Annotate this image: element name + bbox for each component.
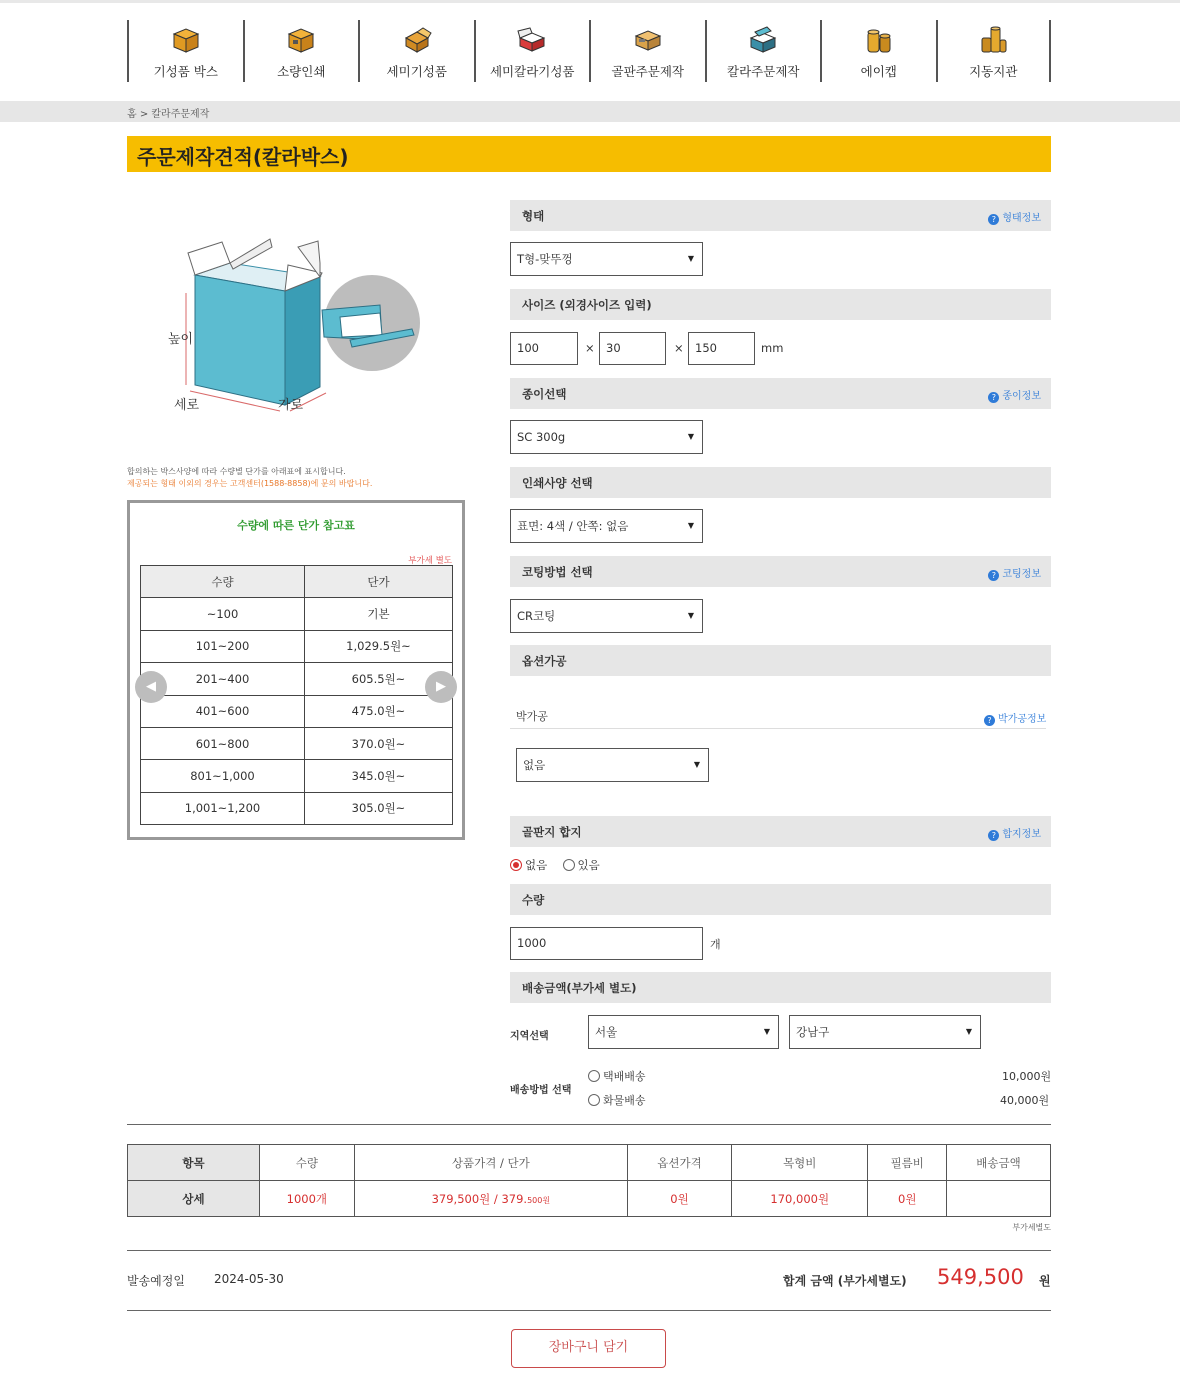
prev-arrow-button[interactable] — [135, 671, 167, 703]
table-row — [141, 792, 453, 824]
section-label: 옵션가공 — [522, 654, 567, 668]
page-title: 주문제작견적(칼라박스) — [137, 145, 349, 169]
freight-option[interactable] — [588, 1092, 646, 1108]
section-laminate — [510, 816, 1051, 847]
section-label: 인쇄사양 선택 — [522, 476, 593, 490]
table-header: 목형비 — [731, 1145, 868, 1181]
print-spec-select[interactable] — [510, 509, 703, 543]
qty-cell: ~100 — [141, 598, 305, 630]
price-main: 379,500원 / 379. — [431, 1191, 528, 1206]
table-row — [141, 663, 453, 695]
table-row — [141, 695, 453, 727]
total-unit: 원 — [1039, 1274, 1051, 1288]
summary-quantity: 1000개 — [260, 1181, 355, 1217]
foil-info-link[interactable] — [984, 710, 1046, 726]
corrugated-box-icon — [632, 26, 664, 54]
price-reference-table — [140, 565, 453, 825]
ship-date-label: 발송예정일 — [127, 1274, 185, 1288]
section-label: 사이즈 (외경사이즈 입력) — [522, 298, 652, 312]
top-divider — [0, 0, 1180, 3]
coating-info-link[interactable] — [988, 565, 1041, 581]
laminate-info-link[interactable] — [988, 825, 1041, 841]
info-link-text: 합지정보 — [1002, 829, 1041, 840]
section-label: 수량 — [522, 893, 545, 907]
table-row — [141, 760, 453, 792]
box-icon — [170, 26, 202, 54]
price-cell: 475.0원~ — [305, 695, 453, 727]
info-link-text: 종이정보 — [1002, 391, 1041, 402]
row-label: 상세 — [128, 1181, 260, 1217]
caret-down-icon: ▼ — [687, 521, 694, 530]
times-sign: × — [674, 341, 684, 355]
nav-item-a-cap[interactable] — [820, 20, 936, 82]
freight-radio[interactable] — [588, 1094, 600, 1106]
nav-label: 소량인쇄 — [277, 64, 326, 79]
nav-item-semi-color-stock[interactable] — [474, 20, 590, 82]
select-value: T형-맞뚜껑 — [517, 252, 573, 266]
illus-width-label: 가로 — [278, 398, 304, 413]
nav-label: 세미기성품 — [386, 64, 447, 79]
summary-mold-fee: 170,000원 — [731, 1181, 868, 1217]
info-link-text: 코팅정보 — [1002, 569, 1041, 580]
box-dimension-illustration — [150, 225, 440, 425]
nav-label: 세미칼라기성품 — [489, 64, 575, 79]
table-header: 항목 — [128, 1145, 260, 1181]
table-header: 수량 — [141, 566, 305, 598]
info-link-text: 박가공정보 — [998, 714, 1047, 725]
nav-item-semi-stock[interactable] — [358, 20, 474, 82]
method-label: 배송방법 선택 — [510, 1085, 572, 1096]
coating-select[interactable] — [510, 599, 703, 633]
foil-divider — [510, 728, 1046, 729]
table-row — [141, 630, 453, 662]
section-print — [510, 467, 1051, 498]
district-select[interactable] — [789, 1015, 981, 1049]
radio-label: 화물배송 — [603, 1094, 646, 1107]
summary-film-fee: 0원 — [868, 1181, 947, 1217]
nav-label: 칼라주문제작 — [727, 64, 800, 79]
add-to-cart-button[interactable]: 장바구니 담기 — [511, 1329, 666, 1368]
section-label: 골판지 합지 — [522, 825, 582, 839]
qty-cell: 601~800 — [141, 727, 305, 759]
caret-down-icon: ▼ — [763, 1027, 770, 1036]
illus-height-label: 높이 — [168, 332, 194, 347]
section-size — [510, 289, 1051, 320]
paper-select[interactable] — [510, 420, 703, 454]
qty-cell: 101~200 — [141, 630, 305, 662]
courier-price: 10,000원 — [1002, 1070, 1052, 1083]
select-value: 표면: 4색 / 안쪽: 없음 — [517, 519, 629, 533]
summary-top-divider — [127, 1124, 1051, 1125]
foil-select[interactable] — [516, 748, 709, 782]
title-bar — [127, 136, 1051, 172]
quantity-unit: 개 — [710, 938, 721, 951]
table-header: 상품가격 / 단가 — [354, 1145, 627, 1181]
info-icon: ? — [988, 570, 999, 581]
price-decimal: 500원 — [527, 1195, 551, 1205]
courier-option[interactable] — [588, 1068, 646, 1084]
section-delivery — [510, 972, 1051, 1003]
table-row — [141, 598, 453, 630]
info-icon: ? — [984, 715, 995, 726]
qty-cell: 401~600 — [141, 695, 305, 727]
total-top-divider — [127, 1250, 1051, 1251]
total-bottom-divider — [127, 1310, 1051, 1311]
section-quantity — [510, 884, 1051, 915]
caret-down-icon: ▼ — [693, 760, 700, 769]
laminate-yes-radio[interactable] — [563, 859, 575, 871]
summary-product-price — [354, 1181, 627, 1217]
cap-icon — [863, 26, 895, 54]
nav-label: 골판주문제작 — [611, 64, 684, 79]
size-unit: mm — [761, 341, 784, 355]
category-nav — [127, 20, 1051, 82]
nav-label: 지동지관 — [969, 64, 1018, 79]
qty-cell: 1,001~1,200 — [141, 792, 305, 824]
breadcrumb-bar — [0, 101, 1180, 122]
caret-down-icon: ▼ — [687, 254, 694, 263]
custom-color-box-icon — [747, 26, 779, 54]
table-row — [141, 727, 453, 759]
radio-label: 없음 — [525, 858, 548, 872]
info-link-text: 형태정보 — [1002, 213, 1041, 224]
select-value: 서울 — [595, 1025, 618, 1039]
caret-down-icon: ▼ — [687, 432, 694, 441]
nav-item-small-print[interactable] — [243, 20, 359, 82]
ship-date: 2024-05-30 — [214, 1272, 284, 1286]
price-cell: 305.0원~ — [305, 792, 453, 824]
table-header: 배송금액 — [947, 1145, 1051, 1181]
chevron-right-icon: ▶ — [436, 679, 446, 694]
table-header: 단가 — [305, 566, 453, 598]
paper-tube-icon — [977, 26, 1009, 54]
illus-depth-label: 세로 — [174, 398, 200, 413]
price-cell: 기본 — [305, 598, 453, 630]
vat-note: 부가세 별도 — [408, 556, 452, 566]
city-select[interactable] — [588, 1015, 779, 1049]
shape-info-link[interactable] — [988, 209, 1041, 225]
price-cell: 370.0원~ — [305, 727, 453, 759]
quantity-input[interactable]: 1000 — [510, 927, 703, 960]
region-label: 지역선택 — [510, 1031, 549, 1042]
table-row — [128, 1181, 1051, 1217]
section-paper — [510, 378, 1051, 409]
summary-delivery-fee — [947, 1181, 1051, 1217]
vat-excluded-note: 부가세별도 — [1012, 1223, 1051, 1232]
chevron-left-icon: ◀ — [146, 679, 156, 694]
qty-cell: 201~400 — [141, 663, 305, 695]
summary-table — [127, 1144, 1051, 1217]
breadcrumb: 홈 > 칼라주문제작 — [127, 109, 210, 120]
nav-item-stock-box[interactable] — [127, 20, 243, 82]
nav-item-paper-tube[interactable] — [936, 20, 1052, 82]
printed-box-icon — [285, 26, 317, 54]
next-arrow-button[interactable] — [425, 671, 457, 703]
courier-radio[interactable] — [588, 1070, 600, 1082]
price-reference-title: 수량에 따른 단가 참고표 — [237, 519, 355, 532]
price-note: 합의하는 박스사양에 따라 수량별 단가를 아래표에 표시합니다. — [127, 467, 346, 476]
nav-item-color-custom[interactable] — [705, 20, 821, 82]
section-label: 배송금액(부가세 별도) — [522, 981, 637, 995]
price-cell: 345.0원~ — [305, 760, 453, 792]
section-coating — [510, 556, 1051, 587]
section-label: 형태 — [522, 209, 545, 223]
section-options — [510, 645, 1051, 676]
info-icon: ? — [988, 214, 999, 225]
select-value: 강남구 — [796, 1025, 830, 1039]
select-value: SC 300g — [517, 430, 566, 444]
radio-label: 있음 — [577, 858, 600, 872]
section-shape — [510, 200, 1051, 231]
price-reference-box — [127, 500, 465, 840]
foil-label: 박가공 — [516, 710, 548, 723]
width-input[interactable]: 100 — [510, 332, 578, 365]
summary-option-price: 0원 — [628, 1181, 732, 1217]
radio-label: 택배배송 — [603, 1070, 646, 1083]
nav-label: 기성품 박스 — [153, 64, 218, 79]
open-box-icon — [401, 26, 433, 54]
price-cell: 605.5원~ — [305, 663, 453, 695]
price-cell: 1,029.5원~ — [305, 630, 453, 662]
qty-cell: 801~1,000 — [141, 760, 305, 792]
select-value: CR코팅 — [517, 609, 556, 623]
caret-down-icon: ▼ — [687, 611, 694, 620]
height-input[interactable]: 150 — [688, 332, 755, 365]
shape-select[interactable] — [510, 242, 703, 276]
caret-down-icon: ▼ — [965, 1027, 972, 1036]
nav-label: 에이캡 — [860, 64, 897, 79]
section-label: 종이선택 — [522, 387, 567, 401]
nav-item-corrugated-custom[interactable] — [589, 20, 705, 82]
paper-info-link[interactable] — [988, 387, 1041, 403]
laminate-radio-group — [510, 857, 600, 873]
laminate-none-radio[interactable] — [510, 859, 522, 871]
color-box-icon — [516, 26, 548, 54]
select-value: 없음 — [523, 758, 546, 772]
info-icon: ? — [988, 392, 999, 403]
freight-price: 40,000원 — [1000, 1094, 1050, 1107]
total-amount: 549,500 — [937, 1265, 1024, 1289]
table-header: 필름비 — [868, 1145, 947, 1181]
table-header: 옵션가격 — [628, 1145, 732, 1181]
total-label: 합계 금액 (부가세별도) — [783, 1274, 907, 1288]
section-label: 코팅방법 선택 — [522, 565, 593, 579]
table-header: 수량 — [260, 1145, 355, 1181]
info-icon: ? — [988, 830, 999, 841]
contact-note: 제공되는 형태 이외의 경우는 고객센터(1588-8858)에 문의 바랍니다. — [127, 479, 373, 488]
times-sign: × — [585, 341, 595, 355]
depth-input[interactable]: 30 — [599, 332, 666, 365]
